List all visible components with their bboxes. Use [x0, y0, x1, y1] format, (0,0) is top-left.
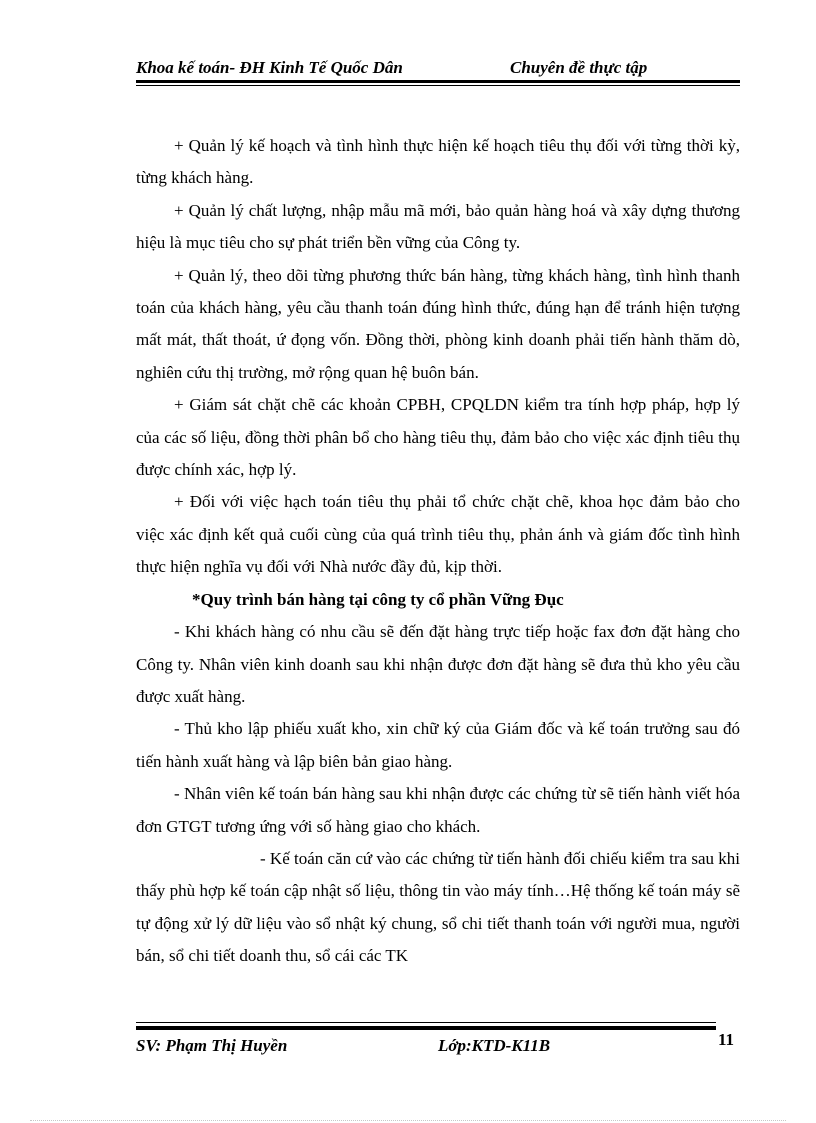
page-header — [136, 54, 740, 86]
page-bottom-border — [30, 1120, 786, 1121]
section-heading: *Quy trình bán hàng tại công ty cổ phần Vững Đục — [192, 589, 564, 609]
header-faculty: Khoa kế toán- ĐH Kinh Tế Quốc Dân — [136, 58, 403, 77]
footer-rule-thin — [136, 1022, 716, 1023]
header-document-title: Chuyên đề thực tập — [510, 58, 648, 77]
page-body — [136, 130, 740, 973]
paragraph-3: + Quản lý, theo dõi từng phương thức bán hàng, từng khách hàng, tình hình thanh toán của khách hàng, yêu cầu thanh toán đúng hình thức, đúng hạn để tránh hiện tượng mất mát, thất thoát, ứ đọng vốn. Đồng thời, phòng kinh doanh phải tiến hành thăm dò, nghiên cứu thị trường, mở rộng quan hệ buôn bán. — [136, 265, 740, 382]
page-number: 11 — [718, 1030, 735, 1049]
paragraph-9: - Kế toán căn cứ vào các chứng từ tiến hành đối chiếu kiểm tra sau khi thấy phù hợp kế toán cập nhật số liệu, thông tin vào máy tính…Hệ thống kế toán máy sẽ tự động xử lý dữ liệu vào sổ nhật ký chung, sổ chi tiết thanh toán với người mua, người bán, sổ chi tiết doanh thu, sổ cái các TK — [136, 848, 740, 966]
page-footer — [136, 1022, 740, 1062]
header-rule-thin — [136, 85, 740, 86]
paragraph-7: - Thủ kho lập phiếu xuất kho, xin chữ ký của Giám đốc và kế toán trưởng sau đó tiến hành xuất hàng và lập biên bản giao hàng. — [136, 719, 740, 771]
footer-student-name: SV: Phạm Thị Huyền — [136, 1036, 288, 1055]
paragraph-1: + Quản lý kế hoạch và tình hình thực hiện kế hoạch tiêu thụ đối với từng thời kỳ, từng khách hàng. — [136, 136, 740, 188]
footer-class: Lớp:KTD-K11B — [438, 1036, 551, 1055]
paragraph-2: + Quản lý chất lượng, nhập mẫu mã mới, bảo quản hàng hoá và xây dựng thương hiệu là mục tiêu cho sự phát triển bền vững của Công ty. — [136, 200, 740, 253]
footer-rule-thick — [136, 1026, 716, 1030]
paragraph-4: + Giám sát chặt chẽ các khoản CPBH, CPQLDN kiểm tra tính hợp pháp, hợp lý của các số liệu, đồng thời phân bổ cho hàng tiêu thụ, đảm bảo cho việc xác định tiêu thụ được chính xác, hợp lý. — [136, 395, 740, 480]
paragraph-5: + Đối với việc hạch toán tiêu thụ phải tổ chức chặt chẽ, khoa học đảm bảo cho việc xác định kết quả cuối cùng của quá trình tiêu thụ, phản ánh và giám đốc tình hình thực hiện nghĩa vụ đối với Nhà nước đầy đủ, kịp thời. — [136, 492, 740, 577]
paragraph-6: - Khi khách hàng có nhu cầu sẽ đến đặt hàng trực tiếp hoặc fax đơn đặt hàng cho Công ty. Nhân viên kinh doanh sau khi nhận được đơn đặt hàng sẽ đưa thủ kho yêu cầu được xuất hàng. — [136, 622, 740, 706]
paragraph-8: - Nhân viên kế toán bán hàng sau khi nhận được các chứng từ sẽ tiến hành viết hóa đơn GTGT tương ứng với số hàng giao cho khách. — [136, 784, 740, 836]
header-rule-thick — [136, 80, 740, 83]
